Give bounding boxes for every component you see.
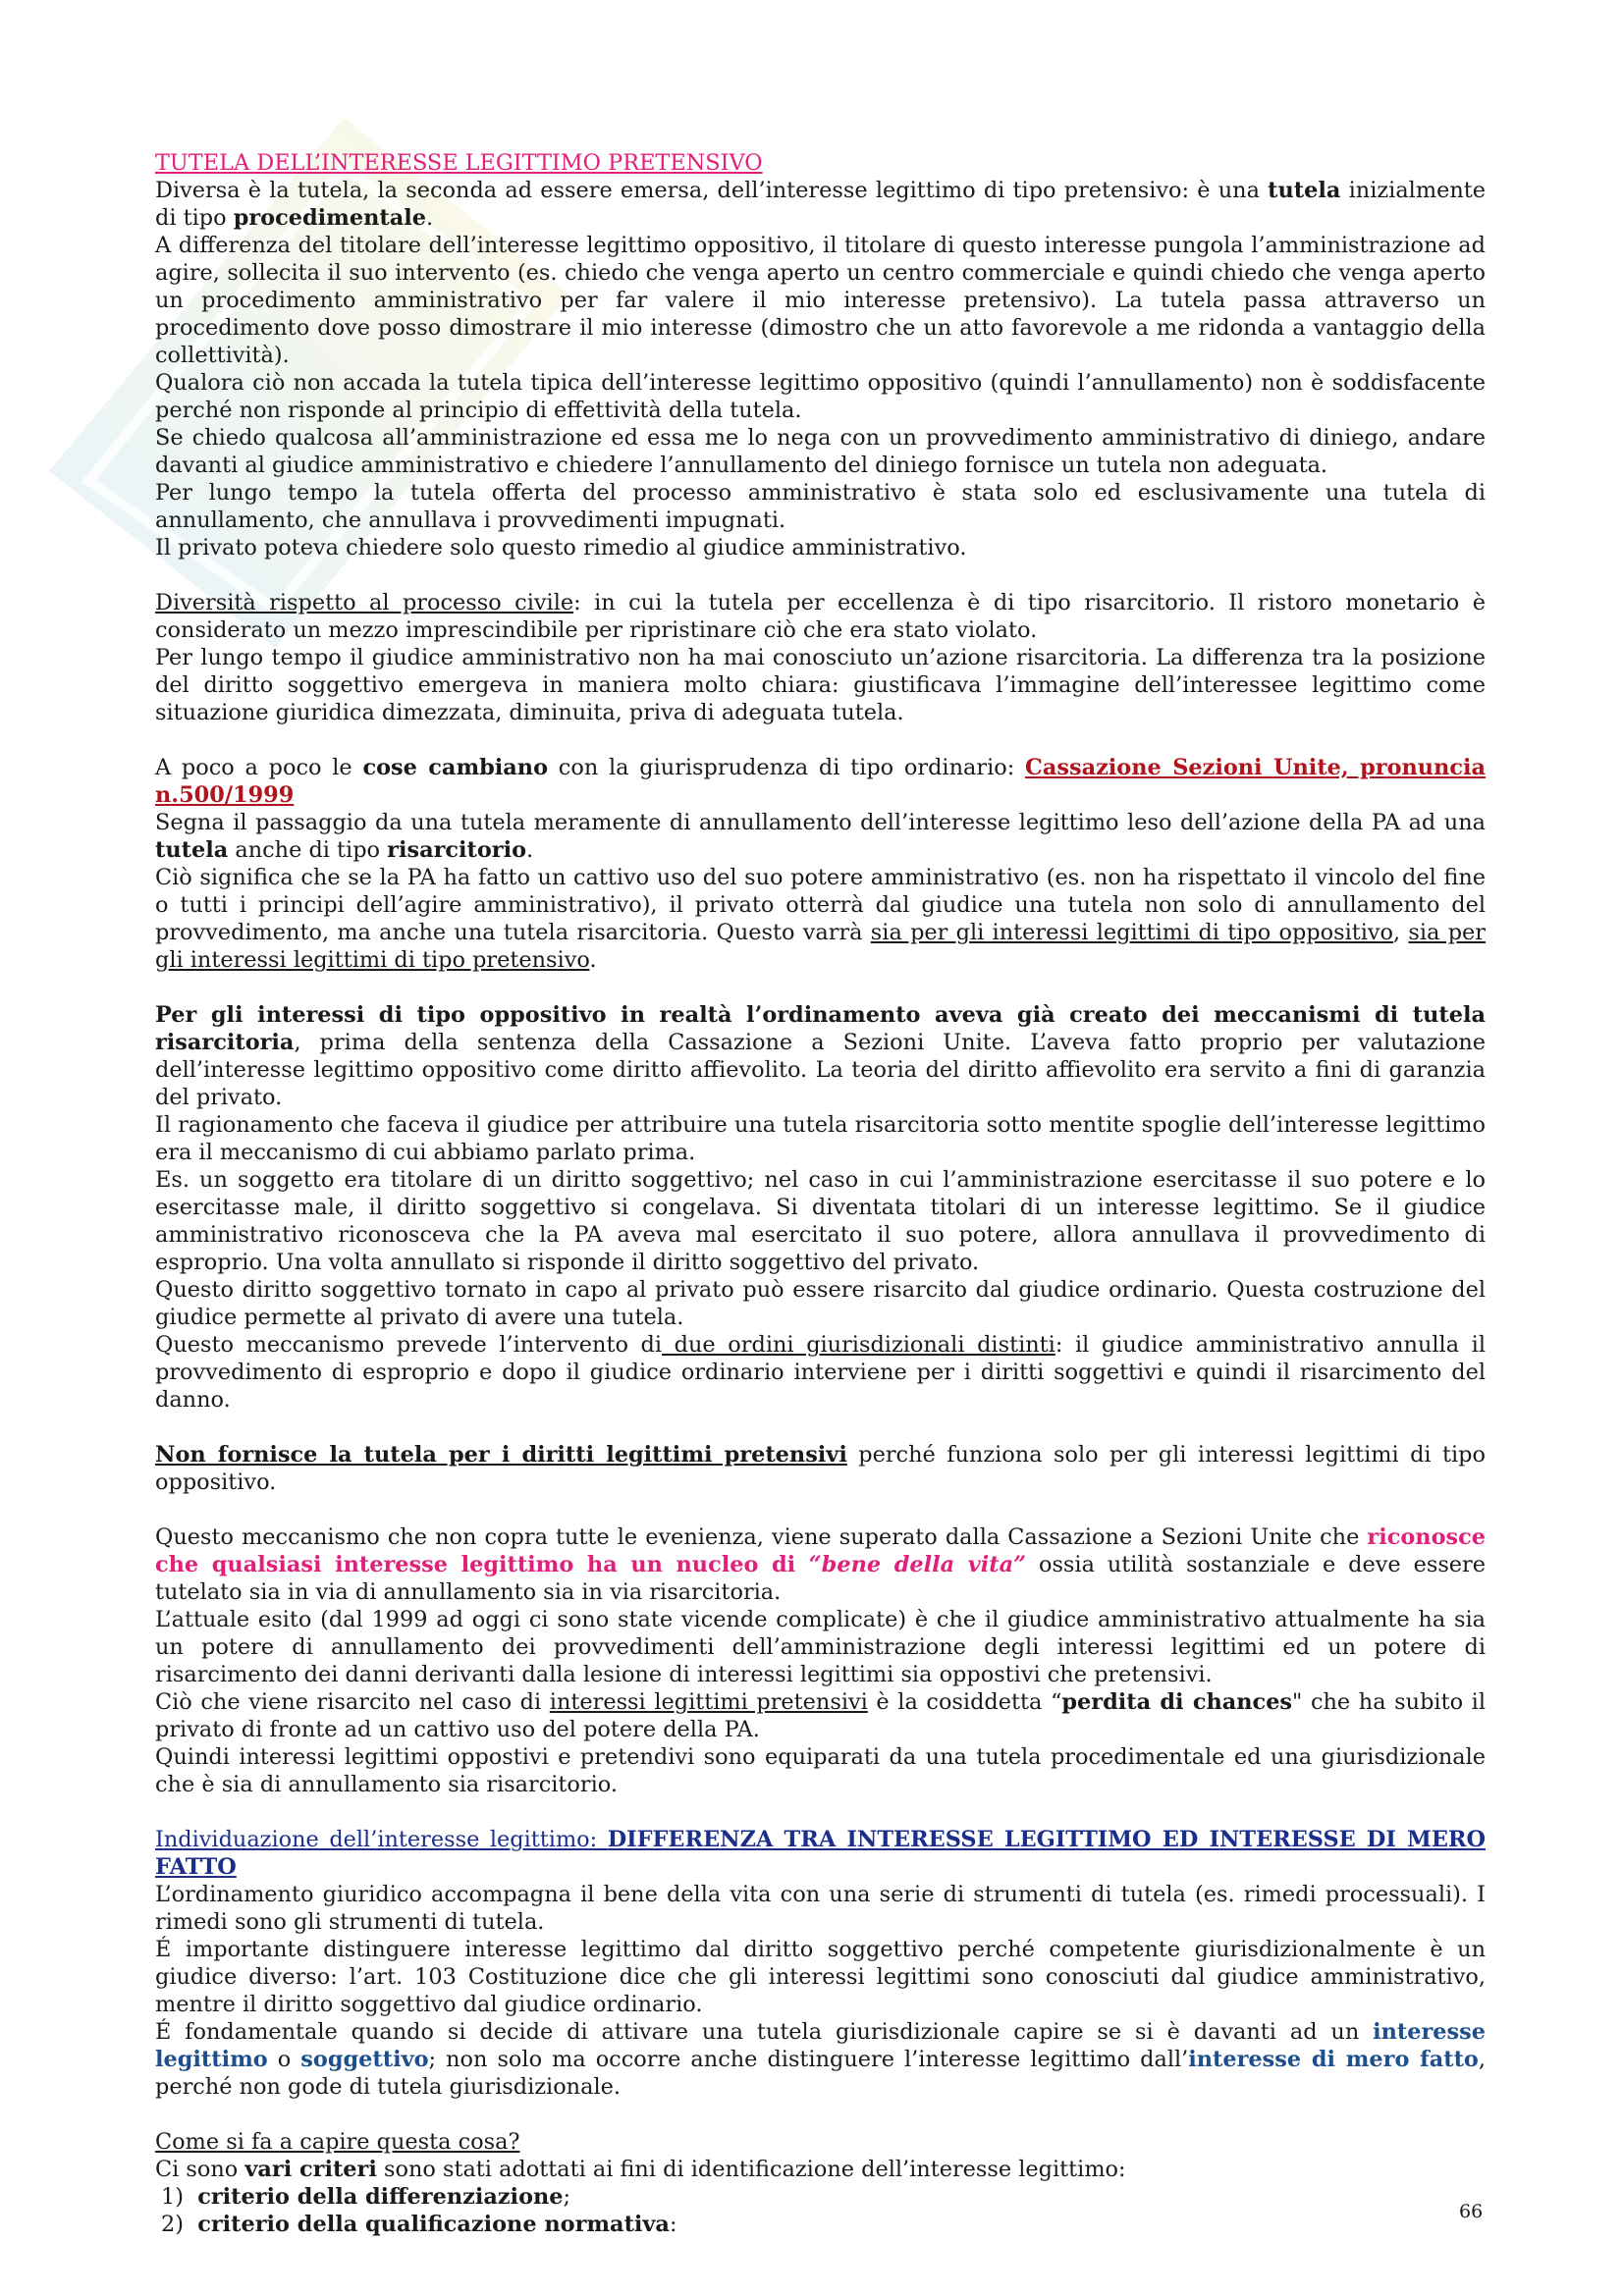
paragraph: Per lungo tempo la tutela offerta del processo amministrativo è stata solo ed esclusivamente una tutela di annullamento, che annullava i provvedimenti impugnati.	[155, 480, 1486, 533]
paragraph: Ciò che viene risarcito nel caso di interessi legittimi pretensivi è la cosiddetta “perdita di chances" che ha subito il privato di fronte ad un cattivo uso del potere della PA.	[155, 1689, 1486, 1742]
paragraph: Diversa è la tutela, la seconda ad essere emersa, dell’interesse legittimo di tipo pretensivo: è una tutela inizialmente di tipo procedimentale.	[155, 178, 1486, 231]
paragraph: É importante distinguere interesse legittimo dal diritto soggettivo perché competente giurisdizionalmente è un giudice diverso: l’art. 103 Costituzione dice che gli interessi legittimi sono conosciuti dal giudice amministrativo, mentre il diritto soggettivo dal giudice ordinario.	[155, 1937, 1486, 2017]
paragraph: Questo diritto soggettivo tornato in capo al privato può essere risarcito dal giudice ordinario. Questa costruzione del giudice permette al privato di avere una tutela.	[155, 1277, 1486, 1330]
paragraph: Ci sono vari criteri sono stati adottati ai fini di identificazione dell’interesse legittimo:	[155, 2157, 1126, 2182]
paragraph: Quindi interessi legittimi oppostivi e pretendivi sono equiparati da una tutela procedimentale ed una giurisdizionale che è sia di annullamento sia risarcitorio.	[155, 1744, 1486, 1797]
paragraph: Per lungo tempo il giudice amministrativo non ha mai conosciuto un’azione risarcitoria. La differenza tra la posizione del diritto soggettivo emergeva in maniera molto chiara: giustificava l’immagine dell’interessee legittimo come situazione giuridica dimezzata, diminuita, priva di adeguata tutela.	[155, 645, 1486, 725]
paragraph: Diversità rispetto al processo civile: in cui la tutela per eccellenza è di tipo risarcitorio. Il ristoro monetario è considerato un mezzo imprescindibile per ripristinare ciò che era stato violato.	[155, 590, 1486, 643]
paragraph: Il privato poteva chiedere solo questo rimedio al giudice amministrativo.	[155, 535, 967, 561]
cassazione-reference: Cassazione Sezioni Unite, pronuncia n.500/1999	[155, 755, 1487, 808]
question-heading: Come si fa a capire questa cosa?	[155, 2129, 520, 2155]
section-title-tutela-pretensivo: TUTELA DELL’INTERESSE LEGITTIMO PRETENSIVO	[155, 150, 763, 176]
document-body	[155, 149, 1486, 2238]
paragraph: Segna il passaggio da una tutela meramente di annullamento dell’interesse legittimo leso dell’azione della PA ad una tutela anche di tipo risarcitorio.	[155, 810, 1486, 863]
paragraph: Il ragionamento che faceva il giudice per attribuire una tutela risarcitoria sotto mentite spoglie dell’interesse legittimo era il meccanismo di cui abbiamo parlato prima.	[155, 1112, 1486, 1165]
paragraph: Qualora ciò non accada la tutela tipica dell’interesse legittimo oppositivo (quindi l’annullamento) non è soddisfacente perché non risponde al principio di effettività della tutela.	[155, 370, 1486, 423]
paragraph: Non fornisce la tutela per i diritti legittimi pretensivi perché funziona solo per gli interessi legittimi di tipo oppositivo.	[155, 1442, 1486, 1495]
paragraph: Per gli interessi di tipo oppositivo in realtà l’ordinamento aveva già creato dei meccanismi di tutela risarcitoria, prima della sentenza della Cassazione a Sezioni Unite. L’aveva fatto proprio per valutazione dell’interesse legittimo oppositivo come diritto affievolito. La teoria del diritto affievolito era servito a fini di garanzia del privato.	[155, 1002, 1486, 1110]
paragraph: Se chiedo qualcosa all’amministrazione ed essa me lo nega con un provvedimento amministrativo di diniego, andare davanti al giudice amministrativo e chiedere l’annullamento del diniego fornisce un tutela non adeguata.	[155, 425, 1486, 478]
paragraph: É fondamentale quando si decide di attivare una tutela giurisdizionale capire se si è davanti ad un interesse legittimo o soggettivo; non solo ma occorre anche distinguere l’interesse legittimo dall’interesse di mero fatto, perché non gode di tutela giurisdizionale.	[155, 2019, 1486, 2100]
paragraph: Questo meccanismo che non copra tutte le evenienza, viene superato dalla Cassazione a Sezioni Unite che riconosce che qualsiasi interesse legittimo ha un nucleo di “bene della vita” ossia utilità sostanziale e deve essere tutelato sia in via di annullamento sia in via risarcitoria.	[155, 1524, 1487, 1605]
paragraph: Questo meccanismo prevede l’intervento di due ordini giurisdizionali distinti: il giudice amministrativo annulla il provvedimento di esproprio e dopo il giudice ordinario interviene per i diritti soggettivi e quindi il risarcimento del danno.	[155, 1332, 1486, 1413]
paragraph: Es. un soggetto era titolare di un diritto soggettivo; nel caso in cui l’amministrazione esercitasse il suo potere e lo esercitasse male, il diritto soggettivo si congelava. Si diventata titolari di un interesse legittimo. Se il giudice amministrativo riconosceva che la PA aveva mal esercitato il suo potere, allora annullava il provvedimento di esproprio. Una volta annullato si risponde il diritto soggettivo del privato.	[155, 1167, 1486, 1275]
list-item-criterio-2: 2) criterio della qualificazione normativa:	[161, 2212, 677, 2237]
paragraph: L’ordinamento giuridico accompagna il bene della vita con una serie di strumenti di tutela (es. rimedi processuali). I rimedi sono gli strumenti di tutela.	[155, 1882, 1486, 1935]
page-number: 66	[1459, 2201, 1484, 2222]
paragraph: A differenza del titolare dell’interesse legittimo oppositivo, il titolare di questo interesse pungola l’amministrazione ad agire, sollecita il suo intervento (es. chiedo che venga aperto un centro commerciale e quindi chiedo che venga aperto un procedimento amministrativo per far valere il mio interesse pretensivo). La tutela passa attraverso un procedimento dove posso dimostrare il mio interesse (dimostro che un atto favorevole a me ridonda a vantaggio della collettività).	[155, 233, 1486, 368]
paragraph: L’attuale esito (dal 1999 ad oggi ci sono state vicende complicate) è che il giudice amministrativo attualmente ha sia un potere di annullamento dei provvedimenti dell’amministrazione degli interessi legittimi ed un potere di risarcimento dei danni derivanti dalla lesione di interessi legittimi sia oppostivi che pretensivi.	[155, 1607, 1486, 1687]
paragraph: A poco a poco le cose cambiano con la giurisprudenza di tipo ordinario: Cassazione Sezioni Unite, pronuncia n.500/1999	[155, 755, 1487, 808]
paragraph: Ciò significa che se la PA ha fatto un cattivo uso del suo potere amministrativo (es. non ha rispettato il vincolo del fine o tutti i principi dell’agire amministrativo), il privato otterrà dal giudice una tutela non solo di annullamento del provvedimento, ma anche una tutela risarcitoria. Questo varrà sia per gli interessi legittimi di tipo oppositivo, sia per gli interessi legittimi di tipo pretensivo.	[155, 865, 1486, 973]
list-item-criterio-1: 1) criterio della differenziazione;	[161, 2184, 571, 2210]
section-title-individuazione: Individuazione dell’interesse legittimo: DIFFERENZA TRA INTERESSE LEGITTIMO ED INTERESSE DI MERO FATTO	[155, 1827, 1486, 1880]
